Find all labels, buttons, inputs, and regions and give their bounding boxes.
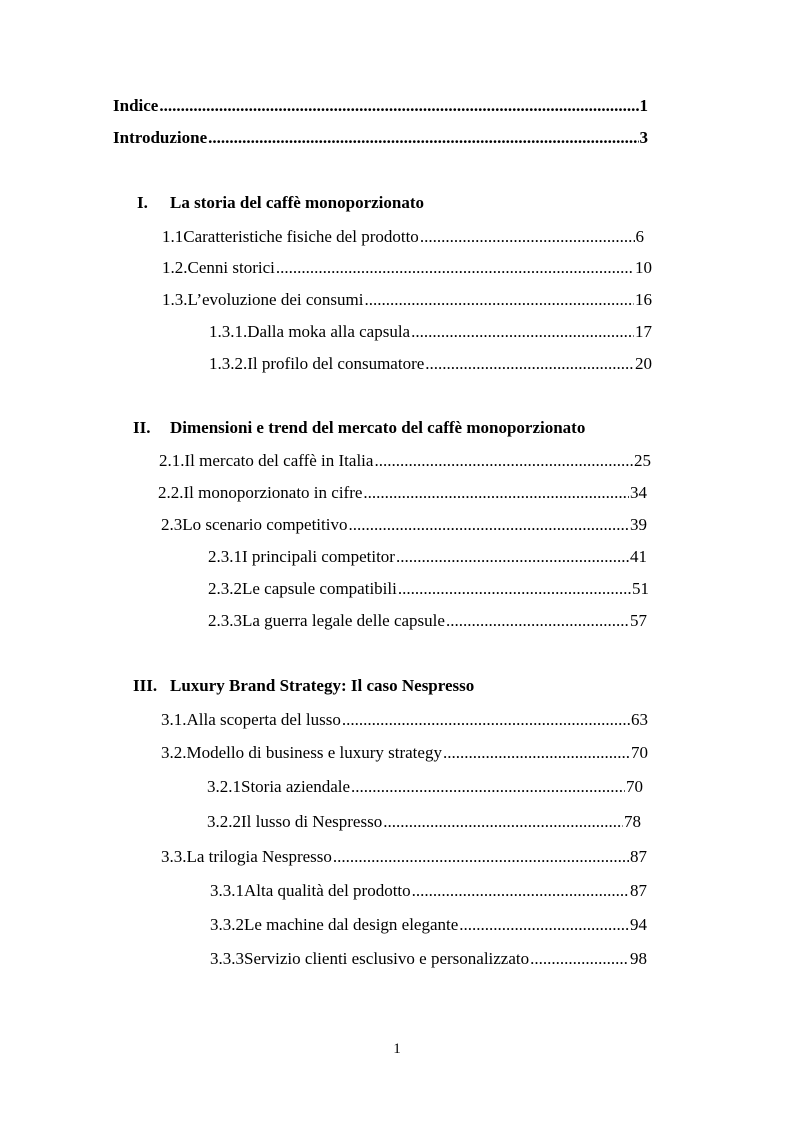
toc-entry-title: Le capsule compatibili [242,579,397,598]
toc-entry-page: 63 [631,710,648,729]
toc-entry-number: 3.3.3 [210,949,244,968]
toc-entry-introduzione[interactable] [113,128,648,148]
toc-entry-page: 70 [626,777,643,796]
toc-entry[interactable] [161,710,648,730]
toc-entry-number: 3.3. [161,847,187,866]
toc-entry[interactable] [161,743,648,763]
toc-entry[interactable] [209,354,652,374]
toc-entry[interactable] [210,949,647,969]
toc-leader-dots [351,777,625,797]
toc-leader-dots [333,847,629,867]
toc-entry[interactable] [159,451,651,471]
toc-entry-title: Il lusso di Nespresso [241,812,383,831]
chapter-title: Dimensioni e trend del mercato del caffè monoporzionato [170,418,586,437]
toc-leader-dots [363,483,629,503]
chapter-heading [137,193,424,213]
toc-entry-page: 17 [635,322,652,341]
toc-entry-number: 1.3.1. [209,322,248,341]
toc-entry[interactable] [207,812,641,832]
toc-entry-title: Il mercato del caffè in Italia [184,451,374,470]
toc-entry-title: Il profilo del consumatore [247,354,425,373]
toc-entry-number: 2.3.1 [208,547,242,566]
toc-entry-title: Servizio clienti esclusivo e personalizzato [244,949,530,968]
toc-leader-dots [383,812,623,832]
chapter-heading [133,418,585,438]
chapter-heading [133,676,474,696]
toc-entry[interactable] [210,915,647,935]
toc-leader-dots [374,451,633,471]
toc-entry-page: 78 [624,812,641,831]
toc-entry-page: 87 [630,847,647,866]
toc-entry[interactable] [158,483,647,503]
toc-leader-dots [420,227,635,247]
toc-entry-number: 3.2. [161,743,187,762]
toc-entry-title: Caratteristiche fisiche del prodotto [183,227,419,246]
toc-entry-title: Modello di business e luxury strategy [186,743,442,762]
toc-entry-number: 1.3. [162,290,188,309]
chapter-number: III. [133,676,158,695]
toc-leader-dots [446,611,629,631]
toc-entry[interactable] [209,322,652,342]
toc-entry-number: 3.2.2 [207,812,241,831]
toc-entry-title: Introduzione [113,128,208,147]
toc-entry[interactable] [208,579,649,599]
toc-entry-page: 3 [639,128,648,147]
toc-entry-title: Cenni storici [187,258,275,277]
toc-entry-number: 3.3.2 [210,915,244,934]
toc-entry-number: 3.3.1 [210,881,244,900]
toc-entry-page: 51 [632,579,649,598]
toc-entry-page: 34 [630,483,647,502]
toc-entry-number: 2.2. [158,483,184,502]
toc-leader-dots [159,96,638,116]
toc-entry[interactable] [162,290,652,310]
toc-leader-dots [398,579,631,599]
toc-entry-page: 70 [631,743,648,762]
toc-entry-title: Alla scoperta del lusso [186,710,341,729]
chapter-title: La storia del caffè monoporzionato [170,193,425,212]
toc-entry-title: Il monoporzionato in cifre [183,483,363,502]
toc-entry-page: 10 [635,258,652,277]
toc-leader-dots [459,915,629,935]
toc-entry-number: 1.2. [162,258,188,277]
page-number: 1 [393,1041,401,1057]
chapter-number: II. [133,418,151,437]
toc-leader-dots [348,515,629,535]
toc-entry-page: 25 [634,451,651,470]
toc-leader-dots [364,290,634,310]
toc-entry-number: 1.1 [162,227,184,246]
toc-leader-dots [396,547,629,567]
toc-entry-page: 39 [630,515,647,534]
toc-entry-page: 1 [639,96,648,115]
toc-entry-page: 16 [635,290,652,309]
toc-entry-title: Storia aziendale [241,777,351,796]
toc-entry-number: 1.3.2. [209,354,248,373]
toc-entry[interactable] [161,847,647,867]
toc-entry-number: 2.1. [159,451,185,470]
chapter-number: I. [137,193,148,212]
toc-entry-number: 3.1. [161,710,187,729]
toc-leader-dots [208,128,638,148]
toc-entry-title: Dalla moka alla capsula [247,322,411,341]
toc-entry-page: 6 [635,227,644,246]
toc-entry-indice[interactable] [113,96,648,116]
toc-entry[interactable] [207,777,643,797]
toc-entry-number: 2.3.3 [208,611,242,630]
toc-entry-title: La trilogia Nespresso [186,847,332,866]
toc-leader-dots [412,881,629,901]
toc-entry-page: 41 [630,547,647,566]
toc-entry[interactable] [208,547,647,567]
toc-entry-title: I principali competitor [242,547,395,566]
toc-entry-title: Indice [113,96,159,115]
toc-leader-dots [530,949,629,969]
toc-entry-number: 2.3.2 [208,579,242,598]
toc-leader-dots [276,258,634,278]
chapter-title: Luxury Brand Strategy: Il caso Nespresso [170,676,475,695]
toc-entry-number: 3.2.1 [207,777,241,796]
toc-entry-title: L’evoluzione dei consumi [187,290,364,309]
toc-entry[interactable] [208,611,647,631]
toc-entry-number: 2.3 [161,515,183,534]
toc-leader-dots [425,354,634,374]
toc-leader-dots [443,743,630,763]
toc-entry[interactable] [210,881,647,901]
toc-leader-dots [411,322,634,342]
toc-entry-title: Le machine dal design elegante [244,915,459,934]
toc-entry-page: 20 [635,354,652,373]
toc-leader-dots [342,710,630,730]
toc-entry[interactable] [162,227,644,247]
toc-entry-page: 94 [630,915,647,934]
toc-entry-title: Alta qualità del prodotto [244,881,411,900]
toc-entry-title: La guerra legale delle capsule [242,611,445,630]
toc-entry-page: 87 [630,881,647,900]
toc-entry[interactable] [162,258,652,278]
toc-entry[interactable] [161,515,647,535]
toc-entry-page: 98 [630,949,647,968]
toc-entry-page: 57 [630,611,647,630]
toc-entry-title: Lo scenario competitivo [182,515,348,534]
